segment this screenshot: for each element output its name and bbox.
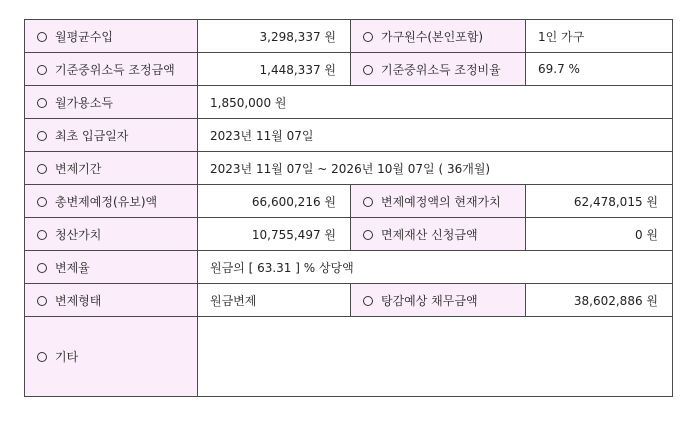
circle-bullet-icon <box>37 65 47 75</box>
field-label: 변제율 <box>55 260 90 275</box>
field-label: 가구원수(본인포함) <box>381 29 484 44</box>
circle-bullet-icon <box>363 197 373 207</box>
circle-bullet-icon <box>37 296 47 306</box>
label-cell <box>25 218 198 251</box>
circle-bullet-icon <box>37 197 47 207</box>
table-row <box>25 20 673 53</box>
value-cell <box>198 317 673 397</box>
circle-bullet-icon <box>37 263 47 273</box>
circle-bullet-icon <box>37 131 47 141</box>
label-cell <box>25 251 198 284</box>
value-cell: 1,850,000 원 <box>198 86 673 119</box>
label-cell <box>351 185 526 218</box>
label-cell <box>25 20 198 53</box>
label-cell <box>25 284 198 317</box>
label-cell <box>25 152 198 185</box>
field-label: 변제기간 <box>55 161 102 176</box>
value-cell: 62,478,015 원 <box>526 185 673 218</box>
value-cell: 0 원 <box>526 218 673 251</box>
circle-bullet-icon <box>37 164 47 174</box>
label-cell <box>351 20 526 53</box>
value-cell: 66,600,216 원 <box>198 185 351 218</box>
field-label: 면제재산 신청금액 <box>381 227 478 242</box>
table-row <box>25 86 673 119</box>
label-cell <box>351 284 526 317</box>
field-label: 최초 입금일자 <box>55 128 129 143</box>
table-row <box>25 251 673 284</box>
value-cell: 원금의 [ 63.31 ] % 상당액 <box>198 251 673 284</box>
label-cell <box>25 86 198 119</box>
value-cell: 1인 가구 <box>526 20 673 53</box>
field-label: 청산가치 <box>55 227 102 242</box>
field-label: 변제형태 <box>55 293 102 308</box>
label-cell <box>351 53 526 86</box>
value-cell: 2023년 11월 07일 <box>198 119 673 152</box>
field-label: 기준중위소득 조정금액 <box>55 62 175 77</box>
value-cell: 38,602,886 원 <box>526 284 673 317</box>
repayment-summary-table <box>24 19 673 397</box>
table-row <box>25 185 673 218</box>
field-label: 월가용소득 <box>55 95 113 110</box>
value-cell: 원금변제 <box>198 284 351 317</box>
label-cell <box>351 218 526 251</box>
label-cell <box>25 119 198 152</box>
circle-bullet-icon <box>363 296 373 306</box>
circle-bullet-icon <box>37 352 47 362</box>
field-label: 월평균수입 <box>55 29 113 44</box>
circle-bullet-icon <box>37 32 47 42</box>
field-label: 기타 <box>55 350 79 364</box>
label-cell <box>25 53 198 86</box>
value-cell: 69.7 % <box>526 53 673 86</box>
table-row <box>25 317 673 397</box>
table-row <box>25 53 673 86</box>
table-row <box>25 119 673 152</box>
circle-bullet-icon <box>37 230 47 240</box>
circle-bullet-icon <box>363 230 373 240</box>
circle-bullet-icon <box>37 98 47 108</box>
field-label: 총변제예정(유보)액 <box>55 194 158 209</box>
circle-bullet-icon <box>363 32 373 42</box>
table-row <box>25 218 673 251</box>
label-cell <box>25 185 198 218</box>
value-cell: 2023년 11월 07일 ~ 2026년 10월 07일 ( 36개월) <box>198 152 673 185</box>
table-row <box>25 284 673 317</box>
value-cell: 10,755,497 원 <box>198 218 351 251</box>
value-cell: 1,448,337 원 <box>198 53 351 86</box>
circle-bullet-icon <box>363 65 373 75</box>
table-row <box>25 152 673 185</box>
label-cell <box>25 317 198 397</box>
value-cell: 3,298,337 원 <box>198 20 351 53</box>
field-label: 탕감예상 채무금액 <box>381 293 478 308</box>
field-label: 변제예정액의 현재가치 <box>381 194 501 209</box>
field-label: 기준중위소득 조정비율 <box>381 62 501 77</box>
